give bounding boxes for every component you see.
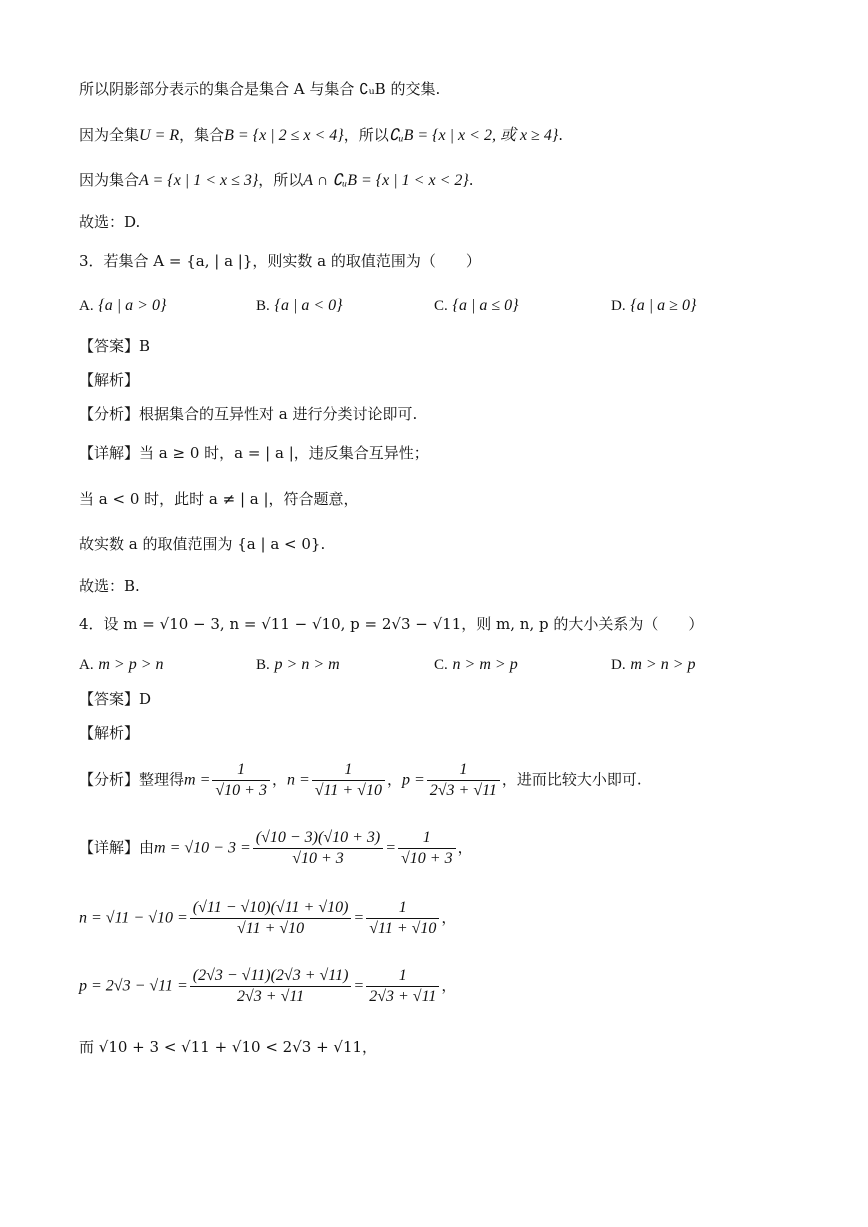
text: 当 a < 0 时，此时 a ≠ | a |，符合题意， [79,490,359,508]
denominator: √10 + 3 [215,782,267,799]
option-text: m > n > p [630,656,696,673]
numerator: (√10 − 3)(√10 + 3) [253,828,383,849]
q3-detail-line3 [79,533,325,555]
numerator: 1 [398,828,456,849]
numerator: 1 [312,760,385,781]
text: 故选：D. [79,213,141,231]
q4-detail-m [79,828,473,869]
q4-option-a [79,653,164,676]
math-expression: p = 2√3 − √11 = [79,977,188,995]
text: 【分析】整理得 [79,770,185,789]
q4-option-b [256,653,340,676]
fraction-n [312,760,385,801]
text-line-set-a [79,169,474,192]
text: ， [457,838,473,857]
denominator: 2√3 + √11 [429,782,497,799]
option-text: n > m > p [452,656,518,673]
math-expression: = [353,977,365,995]
text: ，进而比较大小即可. [501,770,642,789]
text-line-complement [79,124,563,147]
text: 【解析】 [79,371,140,389]
numerator: (√11 − √10)(√11 + √10) [190,898,352,919]
text: ， [441,976,457,995]
q3-answer [79,335,150,357]
text: 【答案】D [79,690,152,708]
denominator: 2√3 + √11 [237,988,305,1005]
math-expression: n = [286,771,310,789]
fraction-m [212,760,270,801]
text: 【分析】根据集合的互异性对 a 进行分类讨论即可. [79,405,418,423]
q3-jiexi [79,369,139,391]
text: 因为全集 [79,126,140,144]
text: . [558,126,564,144]
fraction-p [427,760,500,801]
text: . [468,171,474,189]
text: ，集合 [179,126,225,144]
math-expression: p = [401,771,425,789]
text: ， [441,908,457,927]
denominator: √10 + 3 [292,850,344,867]
q3-option-d [611,294,696,317]
text: 所以阴影部分表示的集合是集合 A 与集合 ∁ᵤB 的交集. [79,80,441,98]
math-expression: = [385,839,397,857]
q3-detail [79,442,429,464]
math-expression: ∁ᵤB = {x | x < 2, 或 x ≥ 4} [388,127,559,144]
text: 故实数 a 的取值范围为 {a | a < 0}. [79,535,326,553]
option-label: D. [611,657,626,673]
q4-detail-n [79,898,456,939]
q3-detail-line2 [79,488,359,510]
option-label: B. [256,657,270,673]
q3-option-b [256,294,343,317]
text: ， [271,770,287,789]
fraction-m-expanded [253,828,383,869]
numerator: 1 [366,898,439,919]
numerator: (2√3 − √11)(2√3 + √11) [190,966,352,987]
text: 故选：B. [79,577,140,595]
option-text: {a | a < 0} [274,297,343,314]
q4-option-c [434,653,518,676]
option-label: D. [611,298,626,314]
text: 【答案】B [79,337,151,355]
question-text: 4．设 m = √10 − 3, n = √11 − √10, p = 2√3 − √11，则 m, n, p 的大小关系为（ ） [79,615,704,633]
option-label: B. [256,298,270,314]
option-label: C. [434,657,448,673]
q3-analysis [79,403,417,425]
math-expression: A = {x | 1 < x ≤ 3} [139,172,259,189]
q3-select [79,575,140,597]
option-label: C. [434,298,448,314]
question-text: 3．若集合 A = {a, | a |}，则实数 a 的取值范围为（ ） [79,252,481,270]
option-label: A. [79,298,94,314]
numerator: 1 [212,760,270,781]
text: ， [386,770,402,789]
text: ，所以 [343,126,389,144]
denominator: 2√3 + √11 [369,988,437,1005]
text: 【详解】当 a ≥ 0 时，a = | a |，违反集合互异性； [79,444,429,462]
fraction-p-expanded [190,966,352,1007]
option-text: p > n > m [274,656,340,673]
question-4 [79,613,703,635]
denominator: √10 + 3 [401,850,453,867]
option-text: {a | a ≤ 0} [452,297,519,314]
text: ，所以 [258,171,304,189]
option-text: {a | a > 0} [98,297,167,314]
q4-option-d [611,653,696,676]
text-line-intersection [79,78,440,100]
q3-option-c [434,294,519,317]
math-expression: m = [184,771,211,789]
q4-answer [79,688,151,710]
q4-analysis [79,760,642,801]
math-expression: A ∩ ∁ᵤB = {x | 1 < x < 2} [303,172,469,189]
text: 【详解】由 [79,838,155,857]
math-expression: B = {x | 2 ≤ x < 4} [224,127,344,144]
fraction-p-result [366,966,439,1007]
text: 而 √10 + 3 < √11 + √10 < 2√3 + √11， [79,1038,378,1056]
denominator: √11 + √10 [237,920,305,937]
denominator: √11 + √10 [314,782,382,799]
text: 因为集合 [79,171,140,189]
numerator: 1 [366,966,439,987]
q4-detail-p [79,966,456,1007]
q3-option-a [79,294,166,317]
question-3 [79,250,481,272]
q4-comparison [79,1036,377,1058]
option-text: m > p > n [98,656,164,673]
text: 【解析】 [79,724,140,742]
fraction-n-result [366,898,439,939]
math-expression: = [353,909,365,927]
q4-jiexi [79,722,139,744]
option-label: A. [79,657,94,673]
text-line-select-d [79,211,140,233]
numerator: 1 [427,760,500,781]
math-expression: m = √10 − 3 = [154,839,251,857]
option-text: {a | a ≥ 0} [630,297,697,314]
fraction-n-expanded [190,898,352,939]
fraction-m-result [398,828,456,869]
denominator: √11 + √10 [369,920,437,937]
math-expression: n = √11 − √10 = [79,909,188,927]
math-expression: U = R [139,127,180,144]
